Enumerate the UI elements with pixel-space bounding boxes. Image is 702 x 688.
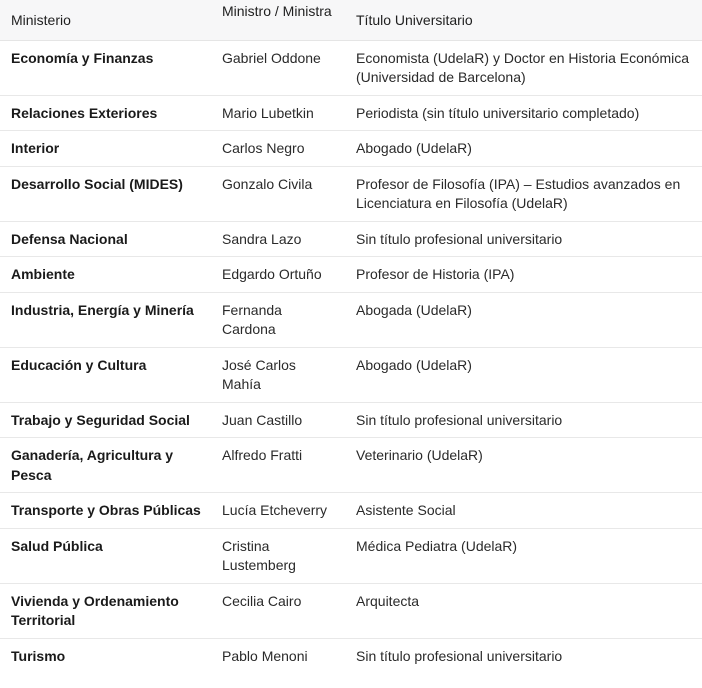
degree-cell: Asistente Social: [345, 493, 702, 529]
table-row: [0, 583, 702, 638]
minister-cell: Gabriel Oddone: [211, 40, 345, 95]
minister-cell: Pablo Menoni: [222, 647, 308, 664]
table-row: [0, 292, 702, 347]
ministry-cell: Desarrollo Social (MIDES): [0, 166, 211, 221]
ministry-cell: Educación y Cultura: [0, 347, 211, 402]
table-row: [0, 528, 702, 583]
table-row: [0, 257, 702, 293]
ministry-cell: Economía y Finanzas: [0, 40, 211, 95]
header-minister: Ministro / Ministra: [211, 0, 345, 40]
degree-cell: Abogada (UdelaR): [345, 292, 702, 347]
ministry-cell: Salud Pública: [0, 528, 211, 583]
minister-cell: Edgardo Ortuño: [211, 257, 345, 293]
table-row: [0, 221, 702, 257]
ministry-cell: Industria, Energía y Minería: [0, 292, 211, 347]
ministry-cell: Transporte y Obras Públicas: [0, 493, 211, 529]
ministry-cell: Defensa Nacional: [0, 221, 211, 257]
header-degree: Título Universitario: [345, 0, 702, 40]
ministry-cell: Interior: [0, 131, 211, 167]
minister-cell: Juan Castillo: [211, 402, 345, 438]
minister-cell: Cristina Lustemberg: [211, 528, 345, 583]
degree-cell: Profesor de Filosofía (IPA) – Estudios avanzados en Licenciatura en Filosofía (UdelaR): [345, 166, 702, 221]
table-body: [0, 40, 702, 673]
degree-cell: Abogado (UdelaR): [345, 347, 702, 402]
minister-cell: José Carlos Mahía: [211, 347, 345, 402]
minister-cell: Sandra Lazo: [211, 221, 345, 257]
ministry-cell: Vivienda y Ordenamiento Territorial: [0, 583, 211, 638]
table-row: [0, 347, 702, 402]
header-ministry: Ministerio: [0, 0, 211, 40]
degree-cell: Abogado (UdelaR): [345, 131, 702, 167]
degree-cell: Veterinario (UdelaR): [345, 438, 702, 493]
table-row: [0, 166, 702, 221]
table-row: [0, 131, 702, 167]
minister-cell: Carlos Negro: [211, 131, 345, 167]
degree-cell: Sin título profesional universitario: [345, 221, 702, 257]
ministry-cell: Turismo: [11, 647, 66, 664]
minister-cell: Gonzalo Civila: [211, 166, 345, 221]
ministry-cell: Trabajo y Seguridad Social: [0, 402, 211, 438]
minister-cell: Mario Lubetkin: [211, 95, 345, 131]
degree-cell: Sin título profesional universitario: [356, 647, 563, 664]
table-row: [0, 402, 702, 438]
minister-cell: Alfredo Fratti: [211, 438, 345, 493]
minister-cell: Fernanda Cardona: [211, 292, 345, 347]
table-row: [0, 40, 702, 95]
degree-cell: Médica Pediatra (UdelaR): [345, 528, 702, 583]
degree-cell: Periodista (sin título universitario completado): [345, 95, 702, 131]
minister-cell: Lucía Etcheverry: [211, 493, 345, 529]
degree-cell: Sin título profesional universitario: [345, 402, 702, 438]
degree-cell: Economista (UdelaR) y Doctor en Historia Económica (Universidad de Barcelona): [345, 40, 702, 95]
table-row: [0, 638, 702, 673]
ministry-cell: Relaciones Exteriores: [0, 95, 211, 131]
minister-cell: Cecilia Cairo: [211, 583, 345, 638]
table-header-row: [0, 0, 702, 40]
table-row: [0, 438, 702, 493]
ministry-cell: Ambiente: [0, 257, 211, 293]
table-row: [0, 493, 702, 529]
table-row: [0, 95, 702, 131]
degree-cell: Profesor de Historia (IPA): [345, 257, 702, 293]
ministry-cell: Ganadería, Agricultura y Pesca: [0, 438, 211, 493]
degree-cell: Arquitecta: [345, 583, 702, 638]
